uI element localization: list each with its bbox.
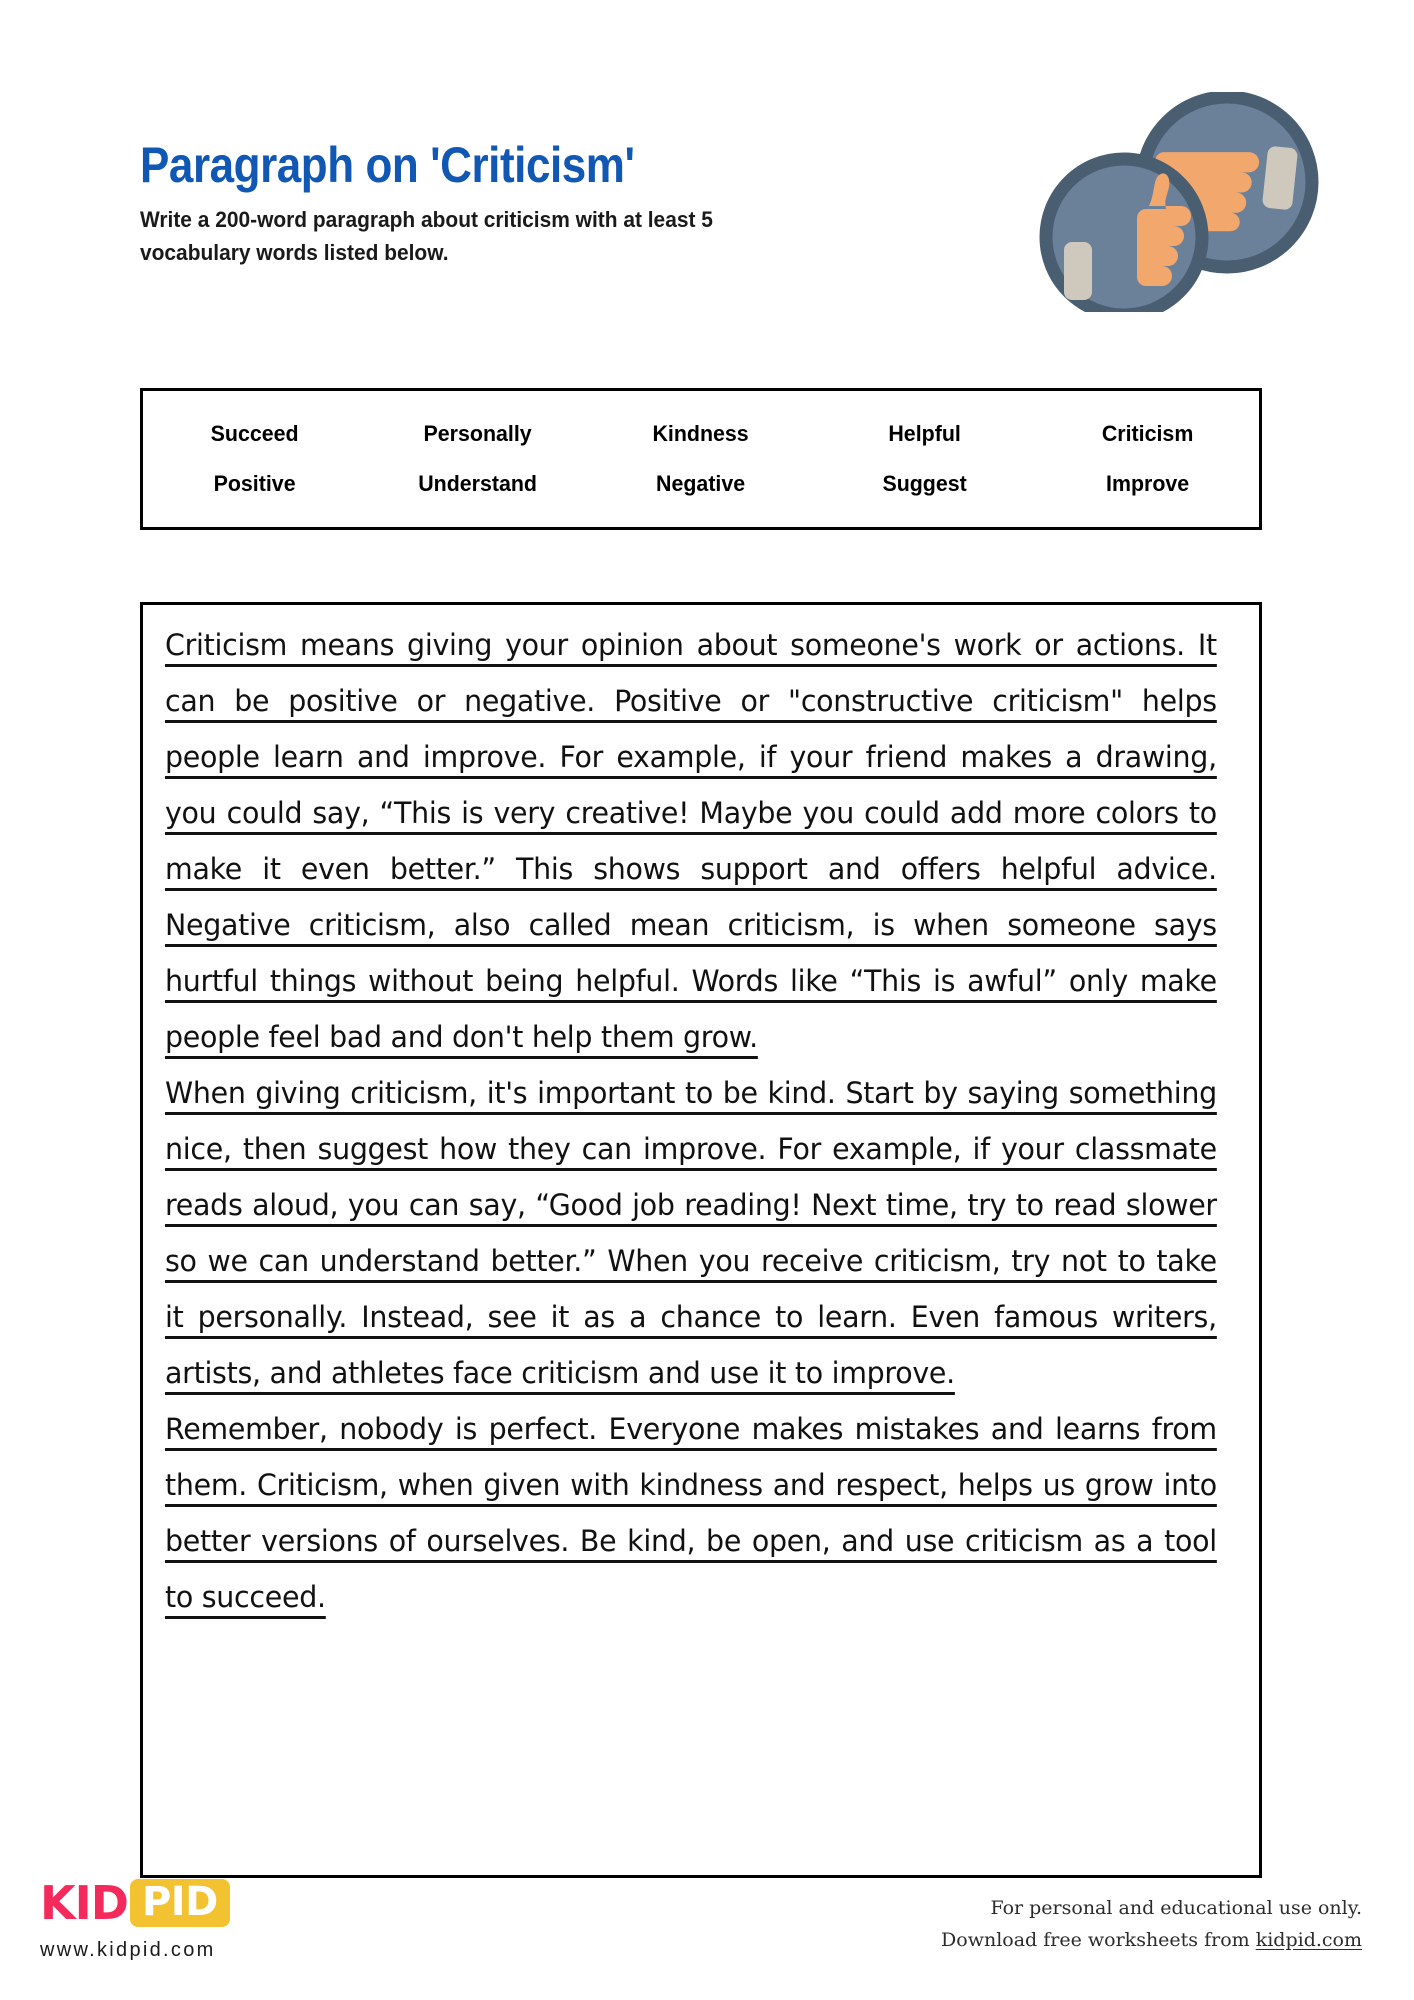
footer-note-line2 <box>941 1925 1362 1956</box>
footer-note-prefix: Download free worksheets from <box>941 1928 1256 1951</box>
logo-mark <box>40 1876 370 1930</box>
answer-area[interactable] <box>140 602 1262 1878</box>
vocabulary-word: Criticism <box>1101 421 1194 446</box>
logo-website-url: www.kidpid.com <box>40 1939 216 1961</box>
kidpid-logo <box>40 1876 370 1962</box>
vocabulary-word: Kindness <box>652 421 750 446</box>
answer-paragraph-text: Criticism means giving your opinion about someone's work or actions. It can be positive or negative. Positive or "constructive criticism" helps people learn and improve. For example, if your friend makes a drawing, you could say, “This is very creative! Maybe you could add more colors to make it even better.” This shows support and offers helpful advice. Negative criticism, also called mean criticism, is when someone says hurtful things without being helpful. Words like “This is awful” only make people feel bad and don't help them grow. <box>165 628 1217 1054</box>
worksheet-instructions: Write a 200-word paragraph about criticism with at least 5 vocabulary words listed below. <box>140 207 713 265</box>
vocabulary-row <box>143 471 1259 497</box>
vocabulary-word: Understand <box>418 471 538 496</box>
vocabulary-word: Personally <box>423 421 532 446</box>
vocabulary-row <box>143 421 1259 447</box>
answer-paragraph-text: Remember, nobody is perfect. Everyone makes mistakes and learns from them. Criticism, when given with kindness and respect, helps us grow into better versions of ourselves. Be kind, be open, and use criticism as a tool to succeed. <box>165 1412 1217 1614</box>
thumbs-up-icon <box>1046 159 1202 312</box>
worksheet-header <box>140 137 980 269</box>
vocabulary-word: Improve <box>1105 471 1189 496</box>
vocabulary-word-bank <box>140 388 1262 530</box>
answer-paragraph <box>165 1065 1217 1401</box>
answer-paragraph <box>165 617 1217 1065</box>
footer-usage-note <box>941 1893 1362 1956</box>
logo-kid-text: KID <box>40 1876 128 1930</box>
logo-pid-text: PID <box>130 1879 230 1927</box>
kidpid-link[interactable]: kidpid.com <box>1255 1928 1362 1951</box>
vocabulary-word: Helpful <box>887 421 961 446</box>
vocabulary-word: Succeed <box>210 421 299 446</box>
vocabulary-word: Suggest <box>882 471 967 496</box>
vocabulary-word: Negative <box>656 471 746 496</box>
answer-paragraph <box>165 1401 1217 1625</box>
thumbs-up-thumbs-down-illustration <box>1032 92 1332 312</box>
page-title: Paragraph on 'Criticism' <box>140 137 635 193</box>
vocabulary-word: Positive <box>213 471 296 496</box>
answer-paragraph-text: When giving criticism, it's important to be kind. Start by saying something nice, then suggest how they can improve. For example, if your classmate reads aloud, you can say, “Good job reading! Next time, try to read slower so we can understand better.” When you receive criticism, try not to take it personally. Instead, see it as a chance to learn. Even famous writers, artists, and athletes face criticism and use it to improve. <box>165 1076 1217 1390</box>
footer-note-line1: For personal and educational use only. <box>990 1897 1362 1920</box>
